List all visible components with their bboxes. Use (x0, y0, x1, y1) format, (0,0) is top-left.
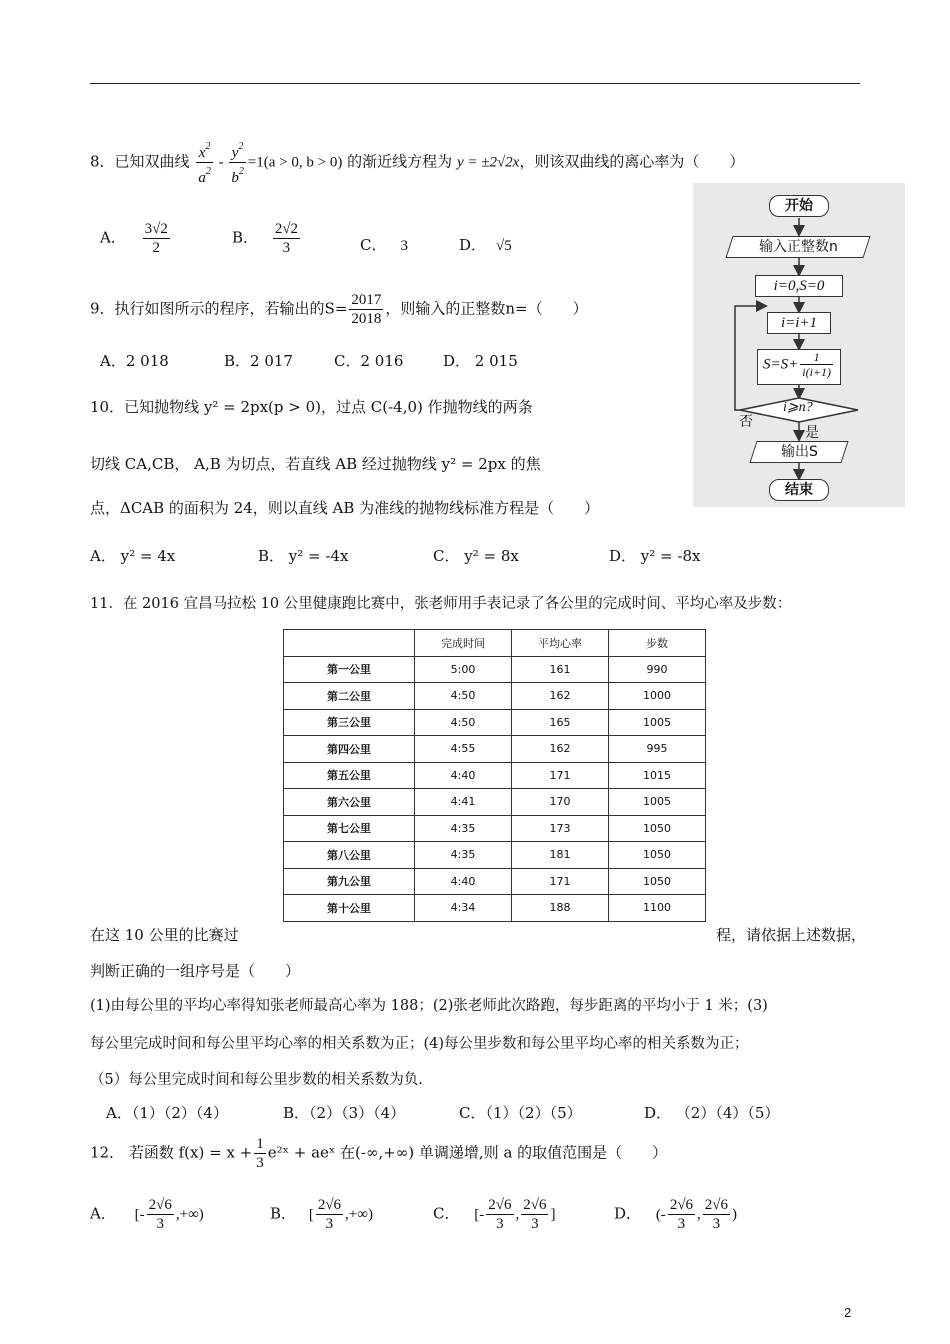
running-data-table (283, 629, 706, 922)
q11-option-c: C．（1）（2）（5） (459, 1104, 582, 1122)
table-row: 第五公里 4:40 171 1015 (284, 762, 706, 789)
q8-option-a: A． $\frac{3√2}{2}$ (100, 221, 168, 256)
flow-update: S=S+ $\frac{1}{i(i+1)}$ (757, 349, 841, 385)
q11-intro: 11．在 2016 宜昌马拉松 10 公里健康跑比赛中，张老师用手表记录了各公里的完成时间、平均心率及步数： (90, 596, 792, 612)
table-header-cell: 完成时间 (415, 630, 512, 657)
q11-option-a: A．（1）（2）（4） (106, 1104, 228, 1122)
flow-no-label: 否 (739, 414, 753, 430)
table-row: 第三公里 4:50 165 1005 (284, 709, 706, 736)
q12-stem: 12． 若函数 f(x) = x + $\frac{1}{3}$ e²ˣ + aeˣ 在(-∞,+∞) 单调递增,则 a 的取值范围是（ ） (90, 1136, 668, 1171)
q12-option-d: D． (- $\frac{2√6}{3}$ , $\frac{2√6}{3}$ ) (614, 1197, 738, 1232)
q12-option-a: A． [- $\frac{2√6}{3}$ ,+∞) (90, 1197, 204, 1232)
page-number: 2 (844, 1305, 852, 1320)
table-row: 第十公里 4:34 188 1100 (284, 895, 706, 922)
q8-option-d: D． √5 (459, 236, 512, 254)
table-row: 第六公里 4:41 170 1005 (284, 789, 706, 816)
q8-option-c: C． 3 (360, 236, 408, 254)
flow-start: 开始 (769, 195, 829, 217)
flow-yes-label: 是 (805, 425, 819, 441)
q10-option-a: A． y² = 4x (90, 547, 176, 565)
flowchart (693, 183, 905, 507)
q8-stem: 8．已知双曲线 $\frac{x^2}{a^2}$ - $\frac{y^2}{b^2}$ =1(a > 0, b > 0) 的渐近线方程为 y = ±2√2x，则该双曲线的离心率为（ ） (90, 138, 744, 187)
table-row: 第二公里 4:50 162 1000 (284, 683, 706, 710)
table-row: 第九公里 4:40 171 1050 (284, 868, 706, 895)
q12-option-c: C． [- $\frac{2√6}{3}$ , $\frac{2√6}{3}$ ] (433, 1197, 556, 1232)
table-header-cell (284, 630, 415, 657)
flow-increment: i=i+1 (767, 312, 831, 334)
q10-option-c: C． y² = 8x (433, 547, 519, 565)
header-rule (90, 83, 860, 84)
q9-option-b: B．2 017 (224, 352, 293, 370)
table-header-cell: 步数 (609, 630, 706, 657)
q10-line1: 10．已知抛物线 y² = 2px(p > 0)，过点 C(-4,0) 作抛物线的两条 (90, 398, 533, 416)
q11-statement-1: (1)由每公里的平均心率得知张老师最高心率为 188；(2)张老师此次路跑，每步距离的平均小于 1 米；(3) (90, 998, 768, 1014)
flow-condition: i⩾n? (783, 400, 813, 415)
table-row: 第四公里 4:55 162 995 (284, 736, 706, 763)
q11-judge: 判断正确的一组序号是（ ） (90, 962, 301, 980)
q11-after-right: 程，请依据上述数据， (716, 926, 867, 944)
q10-option-d: D． y² = -8x (609, 547, 701, 565)
flow-end: 结束 (769, 479, 829, 501)
flow-input: 输入正整数n (725, 236, 870, 258)
q8-option-b: B． $\frac{2√2}{3}$ (232, 221, 299, 256)
q11-option-d: D． （2）（4）（5） (644, 1104, 780, 1122)
q11-statement-3: （5）每公里完成时间和每公里步数的相关系数为负. (90, 1072, 423, 1088)
q9-option-c: C．2 016 (334, 352, 404, 370)
q10-option-b: B． y² = -4x (258, 547, 349, 565)
q11-after-left: 在这 10 公里的比赛过 (90, 926, 239, 944)
table-header-cell: 平均心率 (512, 630, 609, 657)
table-row: 第七公里 4:35 173 1050 (284, 815, 706, 842)
q10-line3: 点，ΔCAB 的面积为 24，则以直线 AB 为准线的抛物线标准方程是（ ） (90, 499, 600, 517)
q11-option-b: B．（2）（3）（4） (283, 1104, 406, 1122)
flow-init: i=0,S=0 (755, 275, 843, 297)
q10-line2: 切线 CA,CB， A,B 为切点，若直线 AB 经过抛物线 y² = 2px 的焦 (90, 455, 541, 473)
table-header-row (284, 630, 706, 657)
q11-statement-2: 每公里完成时间和每公里平均心率的相关系数为正；(4)每公里步数和每公里平均心率的相关系数为正； (90, 1036, 749, 1052)
q9-stem: 9．执行如图所示的程序，若输出的S= $\frac{2017}{2018}$ ，则输入的正整数n=（ ） (90, 292, 588, 327)
table-row: 第八公里 4:35 181 1050 (284, 842, 706, 869)
q12-option-b: B． [ $\frac{2√6}{3}$ ,+∞) (270, 1197, 373, 1232)
flow-output: 输出S (749, 441, 848, 463)
q9-option-a: A．2 018 (100, 352, 169, 370)
table-row: 第一公里 5:00 161 990 (284, 656, 706, 683)
q9-option-d: D． 2 015 (443, 352, 518, 370)
